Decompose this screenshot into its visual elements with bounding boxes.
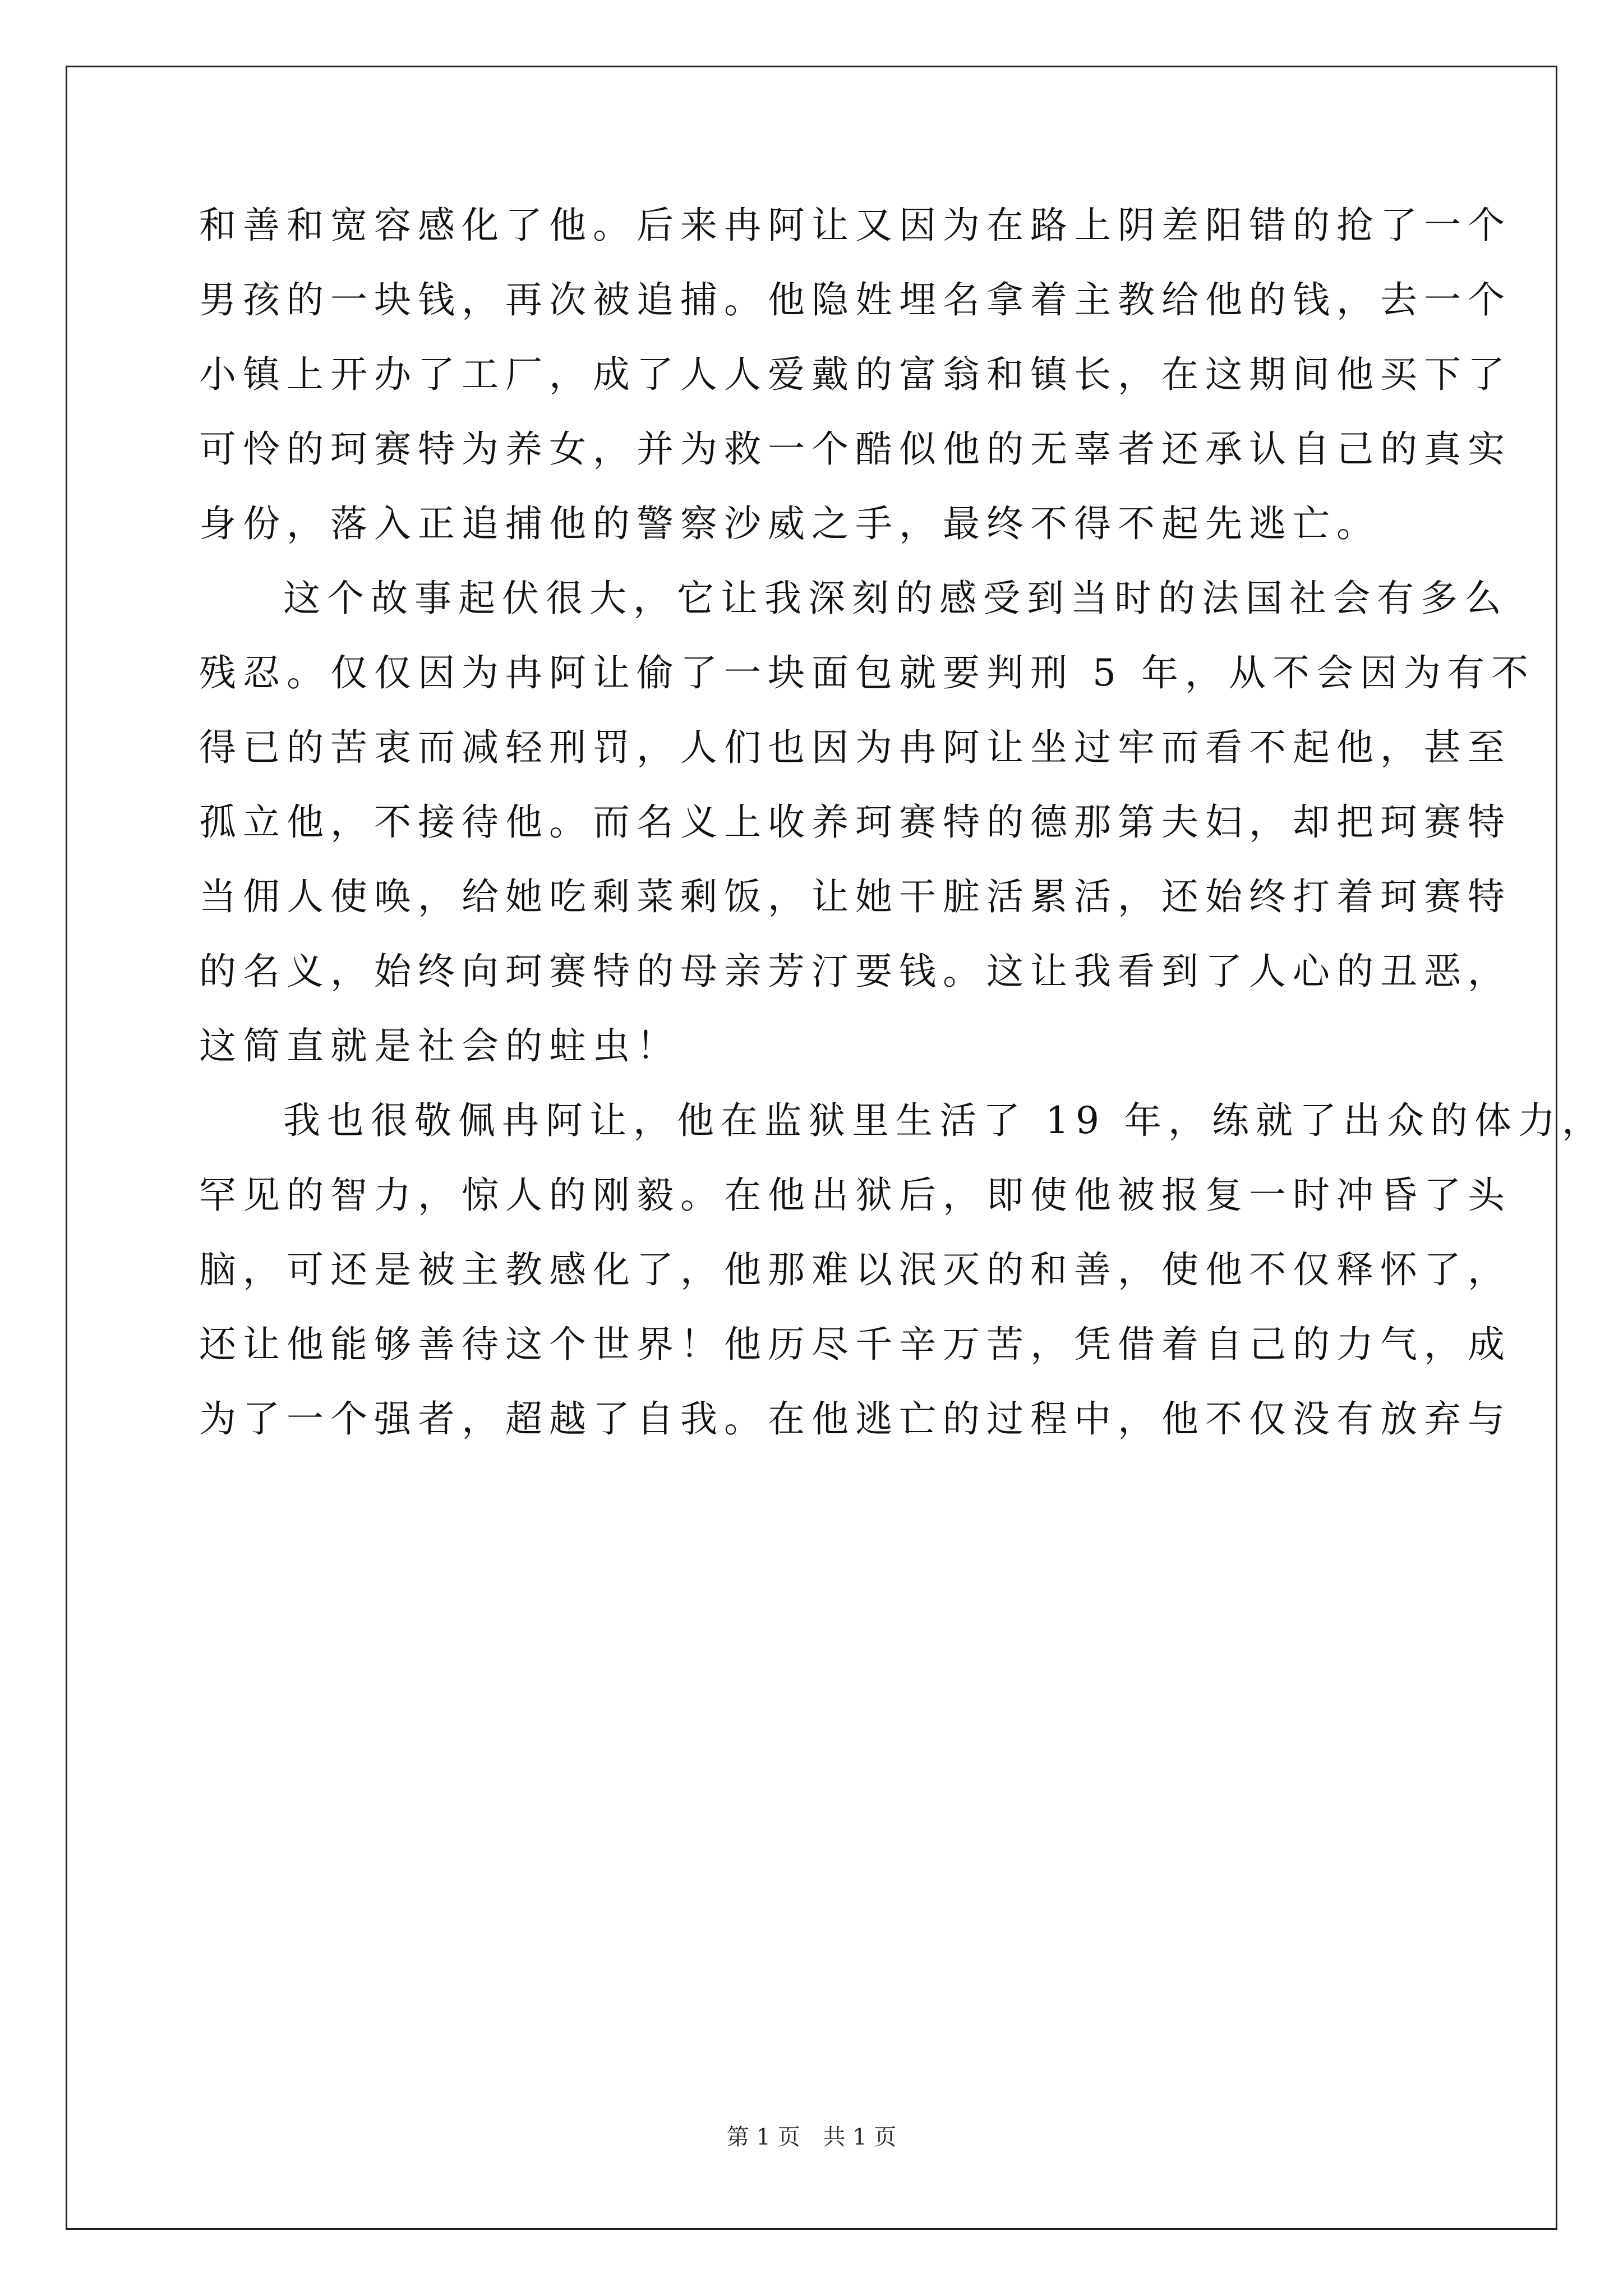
text-line: 孤立他，不接待他。而名义上收养珂赛特的德那第夫妇，却把珂赛特: [199, 800, 1511, 844]
text-line: 可怜的珂赛特为养女，并为救一个酷似他的无辜者还承认自己的真实: [199, 427, 1511, 471]
text-line: 的名义，始终向珂赛特的母亲芳汀要钱。这让我看到了人心的丑恶，: [199, 950, 1511, 993]
text-line: 残忍。仅仅因为冉阿让偷了一块面包就要判刑 5 年，从不会因为有不: [199, 651, 1535, 694]
text-line: 罕见的智力，惊人的刚毅。在他出狱后，即使他被报复一时冲昏了头: [199, 1174, 1511, 1217]
text-line: 身份，落入正追捕他的警察沙威之手，最终不得不起先逃亡。: [199, 502, 1380, 545]
paragraph-start-line: 我也很敬佩冉阿让，他在监狱里生活了 19 年，练就了出众的体力，: [283, 1099, 1606, 1142]
text-line: 男孩的一块钱，再次被追捕。他隐姓埋名拿着主教给他的钱，去一个: [199, 278, 1511, 321]
text-line: 这简直就是社会的蛀虫！: [199, 1024, 680, 1068]
document-body: [199, 188, 1606, 1456]
page-footer: [0, 2123, 1623, 2151]
text-line: 当佣人使唤，给她吃剩菜剩饭，让她干脏活累活，还始终打着珂赛特: [199, 875, 1511, 918]
text-line: 和善和宽容感化了他。后来冉阿让又因为在路上阴差阳错的抢了一个: [199, 204, 1511, 247]
page-number: 第 1 页: [726, 2124, 800, 2150]
text-line: 脑，可还是被主教感化了，他那难以泯灭的和善，使他不仅释怀了，: [199, 1248, 1511, 1291]
text-line: 得已的苦衷而减轻刑罚，人们也因为冉阿让坐过牢而看不起他，甚至: [199, 726, 1511, 769]
text-line: 为了一个强者，超越了自我。在他逃亡的过程中，他不仅没有放弃与: [199, 1397, 1511, 1441]
paragraph-start-line: 这个故事起伏很大，它让我深刻的感受到当时的法国社会有多么: [283, 577, 1508, 620]
page-total: 共 1 页: [823, 2124, 897, 2150]
text-line: 小镇上开办了工厂，成了人人爱戴的富翁和镇长，在这期间他买下了: [199, 353, 1511, 396]
text-line: 还让他能够善待这个世界！他历尽千辛万苦，凭借着自己的力气，成: [199, 1323, 1511, 1366]
